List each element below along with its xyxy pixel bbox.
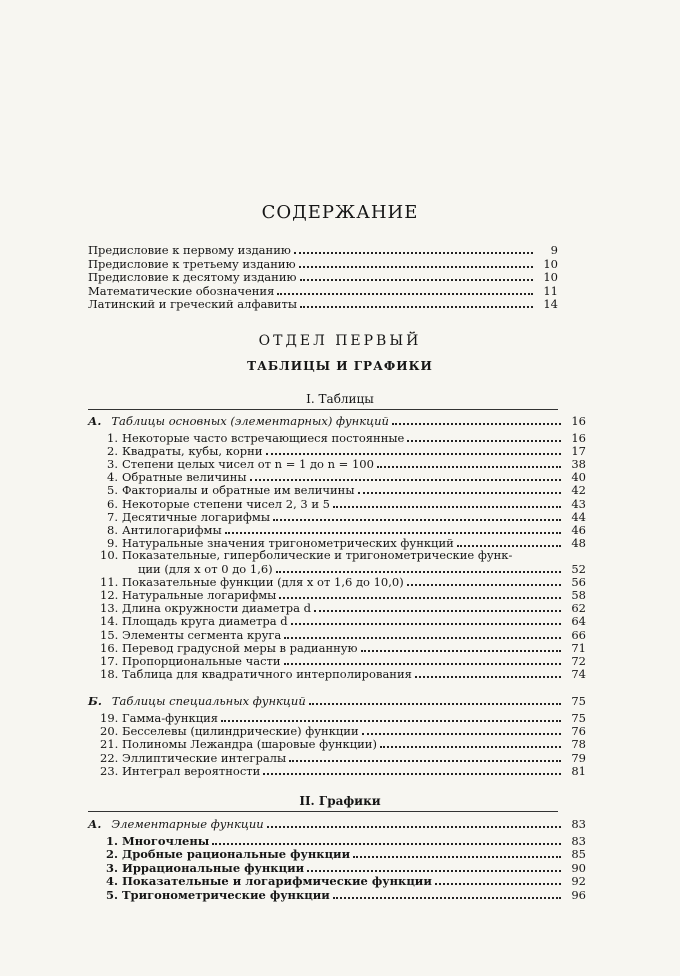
entry-label <box>100 862 304 875</box>
page-number: 71 <box>571 640 586 655</box>
page-number: 48 <box>571 535 586 550</box>
entry-label <box>100 668 412 681</box>
entry-number: 19. <box>100 711 119 725</box>
entry-title: Предисловие к первому изданию <box>88 243 291 257</box>
entry-title: Длина окружности диаметра d <box>122 601 311 616</box>
entry-number: 12. <box>100 588 119 603</box>
entry-title: Показательные функции (для x от 1,6 до 10,0) <box>122 575 404 590</box>
page-number: 10 <box>543 270 558 285</box>
section-rule <box>88 811 558 812</box>
entry-number: 1. <box>107 431 118 445</box>
dot-leader <box>279 588 561 599</box>
entry-title: Элементы сегмента круга <box>122 627 282 642</box>
entry-number: 5. <box>107 483 118 498</box>
front-matter-entry <box>88 297 558 311</box>
dot-leader <box>300 297 533 308</box>
dot-leader <box>221 711 561 722</box>
page-number: 10 <box>543 256 558 271</box>
page-number: 83 <box>571 834 586 848</box>
table-entry <box>100 549 586 562</box>
entry-title: Предисловие к третьему изданию <box>88 256 296 271</box>
entry-number: 4. <box>107 470 118 485</box>
page-number: 76 <box>571 724 586 739</box>
entry-title: Площадь круга диаметра d <box>122 614 288 629</box>
dot-leader <box>333 888 561 899</box>
page-number: 44 <box>571 509 586 524</box>
dot-leader <box>407 431 561 442</box>
entry-title: Показательные и логарифмические функции <box>122 874 432 889</box>
entry-label <box>100 752 286 765</box>
table-entry <box>100 431 586 445</box>
dot-leader <box>212 834 561 845</box>
section-heading-graphs: II. Графики <box>299 794 381 808</box>
dot-leader <box>333 497 561 508</box>
entry-number: 22. <box>100 750 119 765</box>
dot-leader <box>289 751 561 762</box>
entry-number: 17. <box>100 653 119 668</box>
entry-title: Элементарные функции <box>111 817 264 831</box>
table-entry <box>100 510 586 524</box>
page-number: 92 <box>571 874 586 889</box>
entry-number: 21. <box>100 737 119 752</box>
table-entry <box>100 641 586 655</box>
entry-number: 2. <box>107 444 118 459</box>
front-matter-entry <box>88 270 558 284</box>
section-rule <box>88 409 558 410</box>
table-entry <box>100 654 586 668</box>
graph-entry <box>100 847 586 861</box>
page-title: СОДЕРЖАНИЕ <box>261 202 419 223</box>
entry-number: 4. <box>105 874 118 889</box>
entry-title: Натуральные значения тригонометрических функций <box>122 535 454 550</box>
entry-title: Интеграл вероятности <box>122 763 261 778</box>
dot-leader <box>299 257 533 268</box>
page-number: 58 <box>571 588 586 603</box>
page-number: 17 <box>571 444 586 459</box>
entry-title: Факториалы и обратные им величины <box>122 483 355 498</box>
dot-leader <box>300 270 533 281</box>
entry-label <box>100 629 281 642</box>
entry-title: Антилогарифмы <box>122 522 222 537</box>
entry-title: Дробные рациональные функции <box>122 847 351 862</box>
entry-title: Иррациональные функции <box>122 860 305 875</box>
entry-label <box>100 615 288 628</box>
page-number: 16 <box>571 414 586 428</box>
table-entry <box>100 497 586 511</box>
front-matter-entry <box>88 243 558 257</box>
entry-title: Таблица для квадратичного интерполирования <box>122 666 412 681</box>
dot-leader <box>267 817 561 828</box>
category-b-entry <box>88 694 586 708</box>
dot-leader <box>307 861 561 872</box>
entry-label <box>100 642 358 655</box>
front-matter-entry <box>88 257 558 271</box>
entry-title: Перевод градусной меры в радианную <box>122 640 358 655</box>
dot-leader <box>284 654 561 665</box>
table-entry <box>100 588 586 602</box>
table-entry <box>100 614 586 628</box>
entry-title: Обратные величины <box>122 470 247 485</box>
dot-leader <box>276 562 561 573</box>
entry-label <box>100 835 209 848</box>
entry-title: Таблицы основных (элементарных) функций <box>111 414 389 428</box>
table-entry <box>100 457 586 471</box>
entry-title: Полиномы Лежандра (шаровые функции) <box>122 737 377 752</box>
entry-label <box>88 415 389 428</box>
entry-label <box>100 524 222 537</box>
dot-leader <box>294 243 533 254</box>
entry-label <box>100 589 276 602</box>
entry-label <box>100 432 404 445</box>
entry-label <box>88 258 296 271</box>
page-number: 64 <box>571 614 586 629</box>
entry-label <box>100 458 374 471</box>
entry-number: 8. <box>107 522 118 537</box>
table-entry <box>100 444 586 458</box>
dot-leader <box>314 601 561 612</box>
page-number: 9 <box>550 243 558 257</box>
page-number: 74 <box>571 666 586 681</box>
entry-number: 3. <box>105 860 118 875</box>
dot-leader <box>277 284 533 295</box>
entry-number: 15. <box>100 627 119 642</box>
entry-number: 23. <box>100 763 119 778</box>
table-entry <box>100 470 586 484</box>
entry-label <box>100 484 355 497</box>
graph-entry <box>100 834 586 848</box>
table-entry <box>100 601 586 615</box>
page-number: 75 <box>571 694 586 708</box>
dot-leader <box>380 737 561 748</box>
category-a-entry <box>88 414 586 428</box>
dot-leader <box>392 414 561 425</box>
category-letter: А. <box>88 414 102 428</box>
entry-label <box>100 875 432 888</box>
dot-leader <box>435 874 561 885</box>
entry-number: 13. <box>100 601 119 616</box>
page-number: 83 <box>571 817 586 831</box>
entry-number: 5. <box>105 887 118 902</box>
page-number: 43 <box>571 496 586 511</box>
page-number: 72 <box>571 653 586 668</box>
table-entry <box>100 711 586 725</box>
front-matter-entry <box>88 284 558 298</box>
graph-entry <box>100 861 586 875</box>
table-entry <box>100 764 586 778</box>
table-entry-continuation <box>138 562 586 576</box>
graph-entry <box>100 874 586 888</box>
dot-leader <box>266 444 562 455</box>
entry-number: 18. <box>100 666 119 681</box>
entry-title: Предисловие к десятому изданию <box>88 270 297 285</box>
page-number: 96 <box>571 887 586 902</box>
entry-label <box>100 765 260 778</box>
part-subtitle: ТАБЛИЦЫ И ГРАФИКИ <box>247 359 433 373</box>
page-number: 16 <box>571 431 586 445</box>
entry-label <box>100 471 247 484</box>
page-number: 40 <box>571 470 586 485</box>
entry-number: 6. <box>107 496 118 511</box>
entry-label <box>100 712 218 725</box>
table-entry <box>100 724 586 738</box>
entry-number: 3. <box>107 457 118 472</box>
dot-leader <box>250 470 561 481</box>
entry-number: 1. <box>105 834 118 848</box>
page-number: 90 <box>571 860 586 875</box>
dot-leader <box>309 694 561 705</box>
page-number: 81 <box>571 763 586 778</box>
entry-number: 11. <box>100 575 119 590</box>
dot-leader <box>353 847 561 858</box>
page-number: 46 <box>571 522 586 537</box>
table-entry <box>100 628 586 642</box>
page-number: 42 <box>571 483 586 498</box>
entry-title: Натуральные логарифмы <box>122 588 277 603</box>
entry-title: Десятичные логарифмы <box>122 509 270 524</box>
category-letter: А. <box>88 817 102 831</box>
entry-title: Квадраты, кубы, корни <box>122 444 263 459</box>
dot-leader <box>358 483 562 494</box>
entry-title: Эллиптические интегралы <box>122 750 287 765</box>
dot-leader <box>284 628 561 639</box>
dot-leader <box>361 641 561 652</box>
entry-label <box>100 602 311 615</box>
entry-title: ции (для x от 0 до 1,6) <box>138 562 273 576</box>
dot-leader <box>377 457 561 468</box>
page-number: 11 <box>543 283 558 298</box>
dot-leader <box>415 667 561 678</box>
entry-label <box>100 725 359 738</box>
entry-label <box>100 498 330 511</box>
entry-label <box>100 655 281 668</box>
entry-label <box>100 445 263 458</box>
entry-title: Многочлены <box>122 834 210 848</box>
entry-title: Пропорциональные части <box>122 653 281 668</box>
table-entry <box>100 483 586 497</box>
entry-label <box>100 576 404 589</box>
entry-label <box>88 271 297 284</box>
entry-title: Гамма-функция <box>122 711 219 725</box>
entry-title: Степени целых чисел от n = 1 до n = 100 <box>122 457 374 472</box>
entry-label <box>88 285 274 298</box>
page-number: 52 <box>571 562 586 576</box>
entry-number: 7. <box>107 509 118 524</box>
entry-label <box>88 244 291 257</box>
entry-label <box>100 549 512 562</box>
page-number: 66 <box>571 627 586 642</box>
table-entry <box>100 667 586 681</box>
page-number: 85 <box>571 847 586 862</box>
dot-leader <box>407 575 561 586</box>
dot-leader <box>457 536 561 547</box>
page-number: 62 <box>571 601 586 616</box>
dot-leader <box>362 724 561 735</box>
entry-title: Таблицы специальных функций <box>111 694 306 708</box>
entry-number: 16. <box>100 640 119 655</box>
entry-number: 10. <box>100 547 119 562</box>
table-entry <box>100 737 586 751</box>
entry-number: 9. <box>107 535 118 550</box>
table-entry <box>100 751 586 765</box>
entry-title: Некоторые степени чисел 2, 3 и 5 <box>122 496 330 511</box>
entry-title: Бесселевы (цилиндрические) функции <box>122 724 359 739</box>
category-a-entry <box>88 817 586 831</box>
entry-number: 14. <box>100 614 119 629</box>
section-heading-tables: I. Таблицы <box>306 392 374 406</box>
dot-leader <box>291 614 561 625</box>
page-number: 38 <box>571 457 586 472</box>
entry-label <box>100 848 350 861</box>
page-number: 75 <box>571 711 586 725</box>
entry-number: 20. <box>100 724 119 739</box>
page-number: 14 <box>543 297 558 312</box>
entry-label <box>100 889 330 902</box>
dot-leader <box>225 523 561 534</box>
entry-label <box>88 298 297 311</box>
table-entry <box>100 523 586 537</box>
entry-label <box>88 695 306 708</box>
entry-label <box>100 511 270 524</box>
part-heading: ОТДЕЛ ПЕРВЫЙ <box>258 333 422 349</box>
dot-leader <box>273 510 561 521</box>
graph-entry <box>100 888 586 902</box>
entry-label <box>88 818 264 831</box>
category-letter: Б. <box>88 694 102 708</box>
entry-number: 2. <box>105 847 118 862</box>
page-number: 56 <box>571 575 586 590</box>
entry-title: Математические обозначения <box>88 283 275 298</box>
entry-title: Показательные, гиперболические и тригонометрические функ- <box>122 547 513 562</box>
entry-title: Тригонометрические функции <box>122 887 330 902</box>
entry-title: Некоторые часто встречающиеся постоянные <box>122 431 405 445</box>
entry-label <box>100 738 377 751</box>
page-number: 79 <box>571 750 586 765</box>
dot-leader <box>263 764 561 775</box>
entry-title: Латинский и греческий алфавиты <box>88 297 297 312</box>
page-number: 78 <box>571 737 586 752</box>
table-entry <box>100 575 586 589</box>
